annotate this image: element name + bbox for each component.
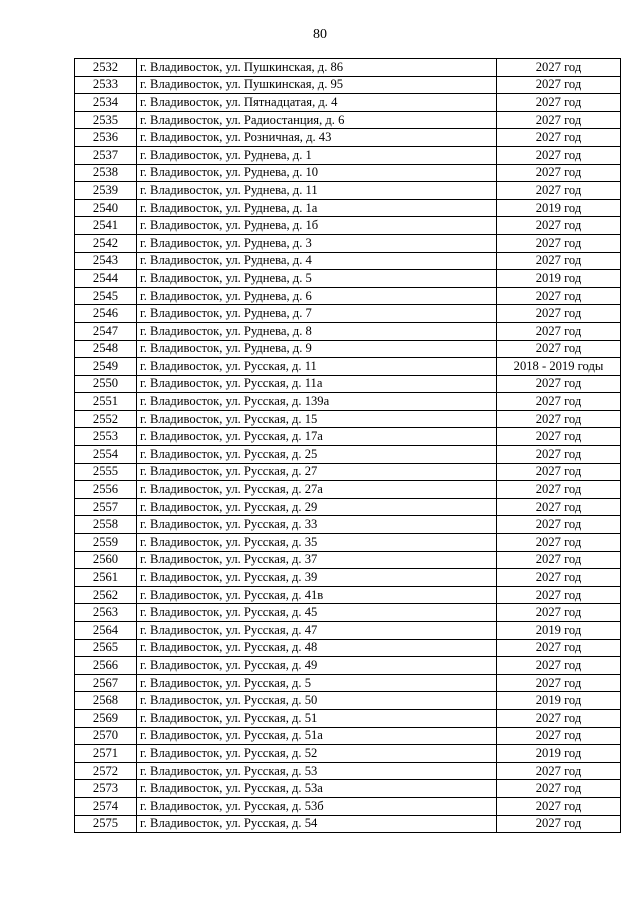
page-number: 80 <box>313 27 327 42</box>
address-cell: г. Владивосток, ул. Русская, д. 51 <box>137 709 497 727</box>
year-cell: 2027 год <box>497 463 621 481</box>
table-row <box>75 182 621 200</box>
table-row <box>75 797 621 815</box>
year-cell: 2019 год <box>497 199 621 217</box>
table-row <box>75 146 621 164</box>
address-cell: г. Владивосток, ул. Русская, д. 39 <box>137 569 497 587</box>
address-cell: г. Владивосток, ул. Русская, д. 29 <box>137 498 497 516</box>
year-cell: 2027 год <box>497 516 621 534</box>
table-row <box>75 340 621 358</box>
table-row <box>75 76 621 94</box>
year-cell: 2027 год <box>497 446 621 464</box>
row-number-cell: 2566 <box>75 657 137 675</box>
table-row <box>75 252 621 270</box>
row-number-cell: 2561 <box>75 569 137 587</box>
row-number-cell: 2553 <box>75 428 137 446</box>
row-number-cell: 2537 <box>75 146 137 164</box>
address-cell: г. Владивосток, ул. Русская, д. 35 <box>137 534 497 552</box>
year-cell: 2027 год <box>497 410 621 428</box>
address-cell: г. Владивосток, ул. Русская, д. 54 <box>137 815 497 833</box>
row-number-cell: 2556 <box>75 481 137 499</box>
table-row <box>75 745 621 763</box>
table-row <box>75 393 621 411</box>
address-cell: г. Владивосток, ул. Русская, д. 48 <box>137 639 497 657</box>
address-cell: г. Владивосток, ул. Руднева, д. 7 <box>137 305 497 323</box>
table-row <box>75 674 621 692</box>
address-cell: г. Владивосток, ул. Русская, д. 27 <box>137 463 497 481</box>
address-cell: г. Владивосток, ул. Русская, д. 45 <box>137 604 497 622</box>
year-cell: 2027 год <box>497 727 621 745</box>
address-cell: г. Владивосток, ул. Русская, д. 11а <box>137 375 497 393</box>
year-cell: 2027 год <box>497 481 621 499</box>
table-row <box>75 569 621 587</box>
year-cell: 2019 год <box>497 692 621 710</box>
table-row <box>75 534 621 552</box>
row-number-cell: 2573 <box>75 780 137 798</box>
table-row <box>75 586 621 604</box>
row-number-cell: 2563 <box>75 604 137 622</box>
table-row <box>75 446 621 464</box>
table-row <box>75 428 621 446</box>
address-cell: г. Владивосток, ул. Руднева, д. 11 <box>137 182 497 200</box>
table-row <box>75 622 621 640</box>
year-cell: 2027 год <box>497 797 621 815</box>
address-cell: г. Владивосток, ул. Руднева, д. 1а <box>137 199 497 217</box>
row-number-cell: 2542 <box>75 234 137 252</box>
row-number-cell: 2540 <box>75 199 137 217</box>
address-cell: г. Владивосток, ул. Русская, д. 52 <box>137 745 497 763</box>
row-number-cell: 2550 <box>75 375 137 393</box>
row-number-cell: 2539 <box>75 182 137 200</box>
table-row <box>75 463 621 481</box>
row-number-cell: 2565 <box>75 639 137 657</box>
row-number-cell: 2544 <box>75 270 137 288</box>
year-cell: 2027 год <box>497 498 621 516</box>
row-number-cell: 2572 <box>75 762 137 780</box>
address-cell: г. Владивосток, ул. Русская, д. 17а <box>137 428 497 446</box>
row-number-cell: 2534 <box>75 94 137 112</box>
year-cell: 2027 год <box>497 217 621 235</box>
row-number-cell: 2562 <box>75 586 137 604</box>
row-number-cell: 2560 <box>75 551 137 569</box>
row-number-cell: 2570 <box>75 727 137 745</box>
address-cell: г. Владивосток, ул. Русская, д. 5 <box>137 674 497 692</box>
table-row <box>75 217 621 235</box>
table-row <box>75 639 621 657</box>
year-cell: 2027 год <box>497 674 621 692</box>
year-cell: 2027 год <box>497 252 621 270</box>
row-number-cell: 2547 <box>75 322 137 340</box>
row-number-cell: 2571 <box>75 745 137 763</box>
table-row <box>75 780 621 798</box>
year-cell: 2027 год <box>497 322 621 340</box>
year-cell: 2027 год <box>497 375 621 393</box>
year-cell: 2027 год <box>497 586 621 604</box>
year-cell: 2027 год <box>497 639 621 657</box>
row-number-cell: 2535 <box>75 111 137 129</box>
year-cell: 2027 год <box>497 340 621 358</box>
year-cell: 2027 год <box>497 709 621 727</box>
year-cell: 2027 год <box>497 287 621 305</box>
address-cell: г. Владивосток, ул. Русская, д. 33 <box>137 516 497 534</box>
row-number-cell: 2543 <box>75 252 137 270</box>
address-cell: г. Владивосток, ул. Руднева, д. 10 <box>137 164 497 182</box>
row-number-cell: 2551 <box>75 393 137 411</box>
year-cell: 2027 год <box>497 393 621 411</box>
year-cell: 2027 год <box>497 534 621 552</box>
year-cell: 2027 год <box>497 551 621 569</box>
row-number-cell: 2569 <box>75 709 137 727</box>
table-row <box>75 498 621 516</box>
table-row <box>75 305 621 323</box>
table-row <box>75 481 621 499</box>
address-cell: г. Владивосток, ул. Радиостанция, д. 6 <box>137 111 497 129</box>
address-cell: г. Владивосток, ул. Пушкинская, д. 95 <box>137 76 497 94</box>
address-cell: г. Владивосток, ул. Русская, д. 15 <box>137 410 497 428</box>
year-cell: 2027 год <box>497 182 621 200</box>
year-cell: 2027 год <box>497 762 621 780</box>
address-cell: г. Владивосток, ул. Русская, д. 25 <box>137 446 497 464</box>
year-cell: 2019 год <box>497 745 621 763</box>
row-number-cell: 2574 <box>75 797 137 815</box>
year-cell: 2027 год <box>497 111 621 129</box>
table-row <box>75 164 621 182</box>
address-cell: г. Владивосток, ул. Русская, д. 37 <box>137 551 497 569</box>
table-row <box>75 287 621 305</box>
row-number-cell: 2541 <box>75 217 137 235</box>
row-number-cell: 2538 <box>75 164 137 182</box>
address-cell: г. Владивосток, ул. Руднева, д. 5 <box>137 270 497 288</box>
row-number-cell: 2545 <box>75 287 137 305</box>
address-cell: г. Владивосток, ул. Русская, д. 41в <box>137 586 497 604</box>
address-cell: г. Владивосток, ул. Руднева, д. 6 <box>137 287 497 305</box>
address-cell: г. Владивосток, ул. Руднева, д. 1 <box>137 146 497 164</box>
table-row <box>75 727 621 745</box>
year-cell: 2019 год <box>497 270 621 288</box>
address-cell: г. Владивосток, ул. Руднева, д. 8 <box>137 322 497 340</box>
table-row <box>75 59 621 77</box>
row-number-cell: 2532 <box>75 59 137 77</box>
table-row <box>75 375 621 393</box>
address-cell: г. Владивосток, ул. Русская, д. 49 <box>137 657 497 675</box>
address-cell: г. Владивосток, ул. Руднева, д. 4 <box>137 252 497 270</box>
year-cell: 2027 год <box>497 428 621 446</box>
row-number-cell: 2575 <box>75 815 137 833</box>
table-row <box>75 815 621 833</box>
year-cell: 2027 год <box>497 604 621 622</box>
table-row <box>75 270 621 288</box>
row-number-cell: 2567 <box>75 674 137 692</box>
registry-table-body <box>75 59 621 833</box>
address-cell: г. Владивосток, ул. Розничная, д. 43 <box>137 129 497 147</box>
address-cell: г. Владивосток, ул. Русская, д. 11 <box>137 358 497 376</box>
row-number-cell: 2568 <box>75 692 137 710</box>
year-cell: 2027 год <box>497 164 621 182</box>
year-cell: 2027 год <box>497 569 621 587</box>
address-cell: г. Владивосток, ул. Русская, д. 53 <box>137 762 497 780</box>
table-row <box>75 551 621 569</box>
year-cell: 2018 - 2019 годы <box>497 358 621 376</box>
table-row <box>75 322 621 340</box>
address-cell: г. Владивосток, ул. Руднева, д. 1б <box>137 217 497 235</box>
year-cell: 2027 год <box>497 59 621 77</box>
row-number-cell: 2555 <box>75 463 137 481</box>
row-number-cell: 2558 <box>75 516 137 534</box>
address-cell: г. Владивосток, ул. Руднева, д. 3 <box>137 234 497 252</box>
address-cell: г. Владивосток, ул. Пятнадцатая, д. 4 <box>137 94 497 112</box>
row-number-cell: 2549 <box>75 358 137 376</box>
year-cell: 2027 год <box>497 815 621 833</box>
address-cell: г. Владивосток, ул. Руднева, д. 9 <box>137 340 497 358</box>
address-cell: г. Владивосток, ул. Русская, д. 50 <box>137 692 497 710</box>
row-number-cell: 2546 <box>75 305 137 323</box>
address-cell: г. Владивосток, ул. Русская, д. 53а <box>137 780 497 798</box>
table-row <box>75 709 621 727</box>
address-cell: г. Владивосток, ул. Русская, д. 53б <box>137 797 497 815</box>
year-cell: 2027 год <box>497 129 621 147</box>
year-cell: 2027 год <box>497 234 621 252</box>
address-cell: г. Владивосток, ул. Пушкинская, д. 86 <box>137 59 497 77</box>
table-row <box>75 762 621 780</box>
table-row <box>75 234 621 252</box>
year-cell: 2027 год <box>497 76 621 94</box>
table-row <box>75 94 621 112</box>
year-cell: 2027 год <box>497 94 621 112</box>
year-cell: 2027 год <box>497 780 621 798</box>
table-row <box>75 516 621 534</box>
table-row <box>75 604 621 622</box>
address-cell: г. Владивосток, ул. Русская, д. 47 <box>137 622 497 640</box>
table-row <box>75 111 621 129</box>
row-number-cell: 2564 <box>75 622 137 640</box>
address-cell: г. Владивосток, ул. Русская, д. 139а <box>137 393 497 411</box>
row-number-cell: 2533 <box>75 76 137 94</box>
registry-table <box>74 58 621 833</box>
row-number-cell: 2536 <box>75 129 137 147</box>
row-number-cell: 2554 <box>75 446 137 464</box>
year-cell: 2019 год <box>497 622 621 640</box>
table-row <box>75 358 621 376</box>
row-number-cell: 2552 <box>75 410 137 428</box>
address-cell: г. Владивосток, ул. Русская, д. 51а <box>137 727 497 745</box>
row-number-cell: 2557 <box>75 498 137 516</box>
year-cell: 2027 год <box>497 657 621 675</box>
table-row <box>75 129 621 147</box>
table-row <box>75 199 621 217</box>
row-number-cell: 2559 <box>75 534 137 552</box>
row-number-cell: 2548 <box>75 340 137 358</box>
table-row <box>75 692 621 710</box>
address-cell: г. Владивосток, ул. Русская, д. 27а <box>137 481 497 499</box>
table-row <box>75 657 621 675</box>
year-cell: 2027 год <box>497 146 621 164</box>
table-row <box>75 410 621 428</box>
year-cell: 2027 год <box>497 305 621 323</box>
